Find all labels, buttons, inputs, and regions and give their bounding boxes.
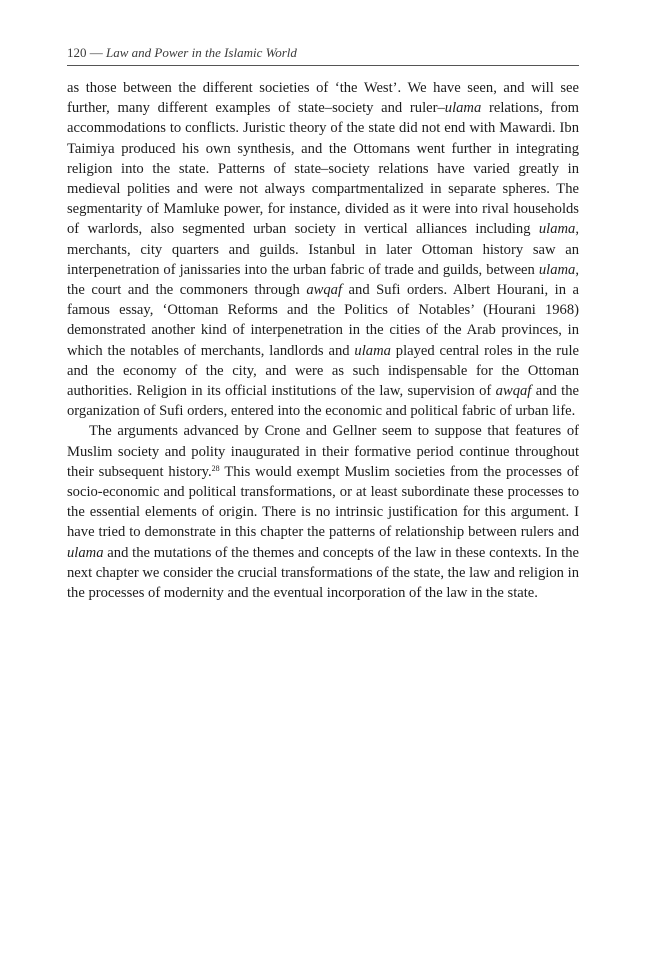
footnote-marker[interactable]: 28	[211, 463, 220, 473]
running-head	[67, 45, 579, 63]
text-run: and the mutations of the themes and concepts of the law in these contexts. In the next chapter we consider the crucial transformations of the state, the law and religion in the processes of modernity and the eventual incorporation of the law in the state.	[67, 544, 579, 602]
italic-term: awqaf	[495, 383, 532, 400]
italic-term: awqaf	[306, 282, 343, 299]
page-number: 120	[67, 45, 87, 60]
text-run: , the court and the commoners through	[67, 261, 579, 299]
header-separator: —	[86, 45, 106, 60]
running-title: Law and Power in the Islamic World	[106, 45, 297, 60]
text-run: This would exempt Muslim societies from the processes of socio-economic and political transformations, or at least subordinate these processes to the essential elements of origin. There is no intrinsic justification for this argument. I have tried to demonstrate in this chapter the patterns of relationship between rulers and	[67, 463, 579, 541]
italic-term: ulama	[67, 544, 104, 561]
text-run: , merchants, city quarters and guilds. Istanbul in later Ottoman history saw an interpenetration of janissaries into the urban fabric of trade and guilds, between	[67, 221, 579, 278]
text-run: played central roles in the rule and the economy of the city, and were as such indispensable for the Ottoman authorities. Religion in its official institutions of the law, supervision of	[67, 342, 579, 400]
text-run: relations, from accommodations to conflicts. Juristic theory of the state did not end with Mawardi. Ibn Taimiya produced his own synthesis, and the Ottomans went further in integrating religion into the state. Patterns of state–society relations have varied greatly in medieval polities and were not always compartmentalized in separate spheres. The segmentarity of Mamluke power, for instance, divided as it were into rival households of warlords, also segmented urban society in vertical alliances including	[67, 100, 579, 238]
text-run: and Sufi orders. Albert Hourani, in a famous essay, ‘Ottoman Reforms and the Politics of Notables’ (Hourani 1968) demonstrated another kind of interpenetration in the cities of the Arab provinces, in which the notables of merchants, landlords and	[67, 282, 579, 359]
text-run: as those between the different societies of ‘the West’. We have seen, and will see further, many different examples of state–society and ruler–	[67, 80, 579, 117]
italic-term: ulama	[354, 342, 391, 359]
italic-term: ulama	[538, 261, 576, 278]
italic-term: ulama	[538, 221, 576, 238]
text-run: The arguments advanced by Crone and Gellner seem to suppose that features of Muslim society and polity inaugurated in their formative period continue throughout their subsequent history.	[67, 423, 579, 480]
paragraph-continued	[67, 78, 579, 421]
paragraph	[67, 421, 579, 603]
body-text	[67, 78, 579, 603]
italic-term: ulama	[444, 100, 482, 117]
header-rule	[67, 65, 579, 66]
text-run: and the organization of Sufi orders, entered into the economic and political fabric of urban life.	[67, 383, 579, 420]
